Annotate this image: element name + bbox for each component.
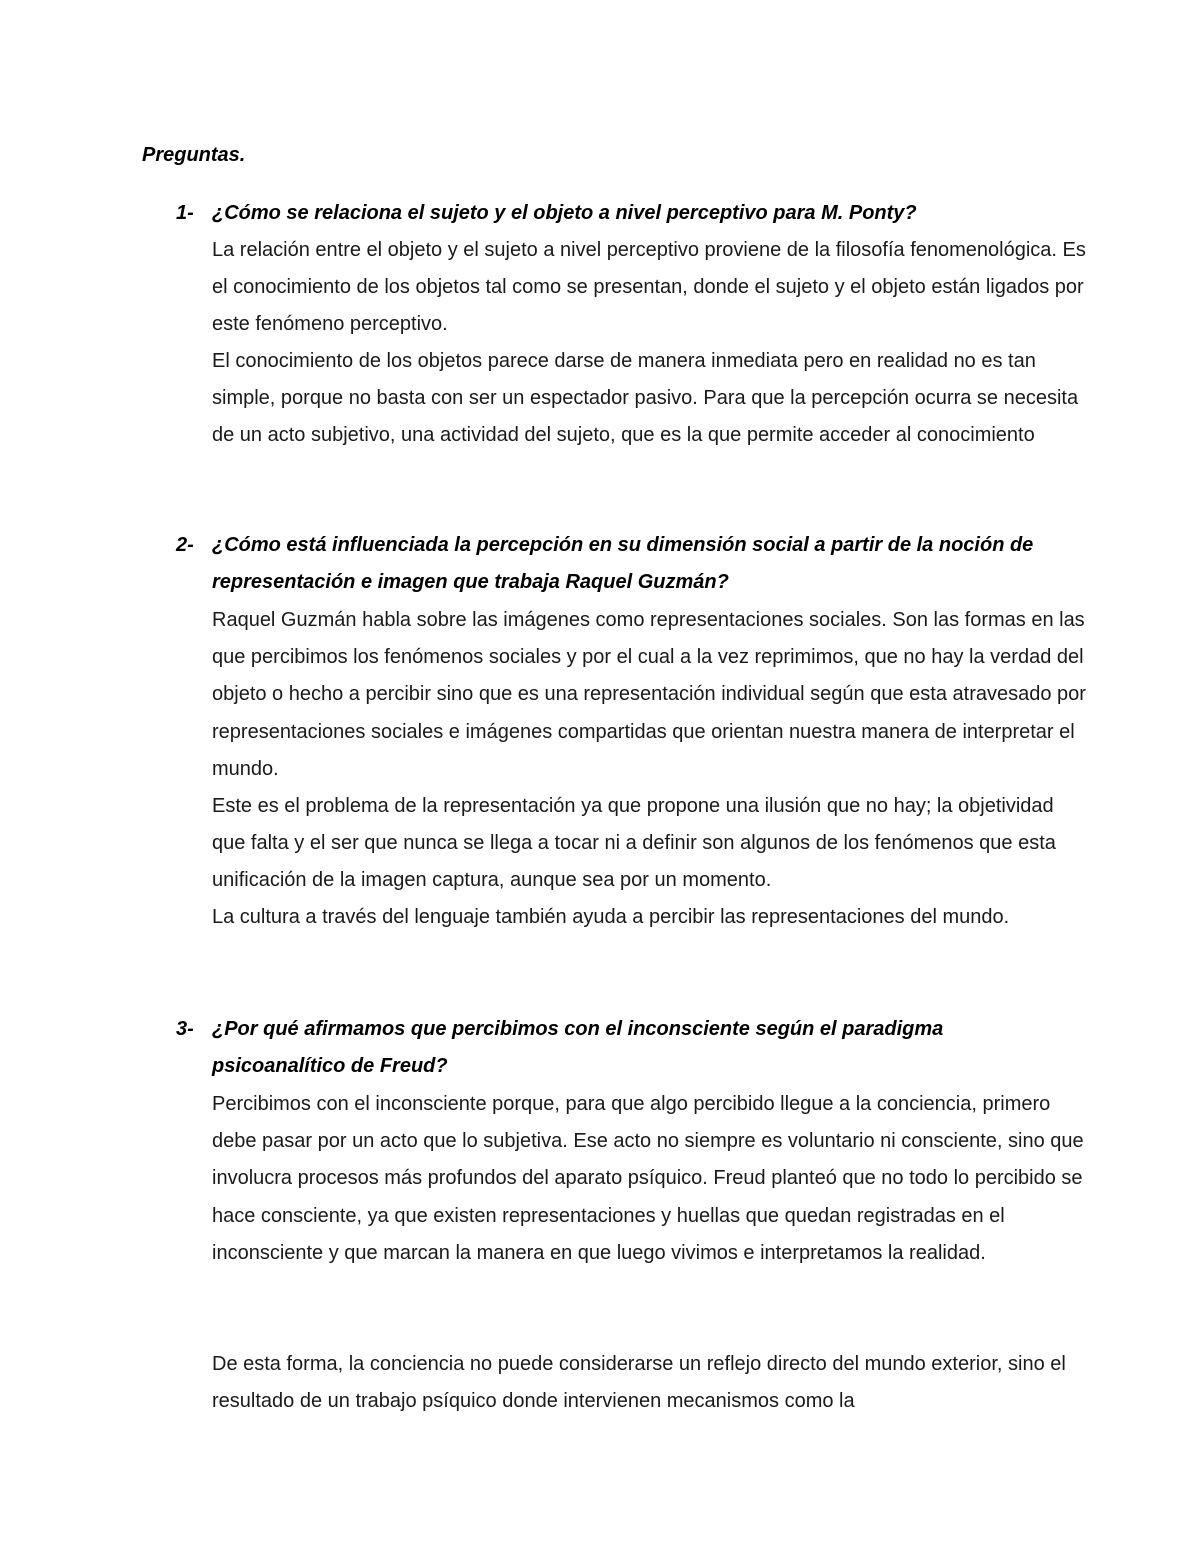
answer-paragraph: Este es el problema de la representación ya que propone una ilusión que no hay; la objetividad que falta y el ser que nunca se llega a tocar ni a definir son algunos de los fenómenos que esta unificación de la imagen captura, aunque sea por un momento. bbox=[212, 795, 1056, 892]
answer-paragraph: La cultura a través del lenguaje también ayuda a percibir las representaciones del mundo. bbox=[212, 906, 1010, 928]
question-number: 2- bbox=[176, 534, 194, 556]
question-text: ¿Cómo se relaciona el sujeto y el objeto a nivel perceptivo para M. Ponty? bbox=[212, 202, 917, 224]
answer-paragraph: De esta forma, la conciencia no puede considerarse un reflejo directo del mundo exterior, sino el resultado de un trabajo psíquico donde intervienen mecanismos como la bbox=[212, 1353, 1066, 1413]
question-text: ¿Cómo está influenciada la percepción en su dimensión social a partir de la noción de representación e imagen que trabaja Raquel Guzmán? bbox=[212, 534, 1034, 593]
question-text: ¿Por qué afirmamos que percibimos con el inconsciente según el paradigma psicoanalítico de Freud? bbox=[212, 1018, 944, 1077]
answer-paragraph: Percibimos con el inconsciente porque, para que algo percibido llegue a la conciencia, primero debe pasar por un acto que lo subjetiva. Ese acto no siempre es voluntario ni consciente, sino que involucra procesos más profundos del aparato psíquico. Freud planteó que no todo lo percibido se hace consciente, ya que existen representaciones y huellas que quedan registradas en el inconsciente y que marcan la manera en que luego vivimos e interpretamos la realidad. bbox=[212, 1093, 1084, 1264]
answer-paragraph: La relación entre el objeto y el sujeto a nivel perceptivo proviene de la filosofía fenomenológica. Es el conocimiento de los objetos tal como se presentan, donde el sujeto y el objeto están ligados por este fenómeno perceptivo. bbox=[212, 239, 1086, 336]
question-number: 3- bbox=[176, 1018, 194, 1040]
question-number: 1- bbox=[176, 202, 194, 224]
answer-paragraph: El conocimiento de los objetos parece darse de manera inmediata pero en realidad no es tan simple, porque no basta con ser un espectador pasivo. Para que la percepción ocurra se necesita de un acto subjetivo, una actividad del sujeto, que es la que permite acceder al conocimiento bbox=[212, 350, 1079, 447]
answer-paragraph: Raquel Guzmán habla sobre las imágenes como representaciones sociales. Son las formas en las que percibimos los fenómenos sociales y por el cual a la vez reprimimos, que no hay la verdad del objeto o hecho a percibir sino que es una representación individual según que esta atravesado por representaciones sociales e imágenes compartidas que orientan nuestra manera de interpretar el mundo. bbox=[212, 609, 1086, 780]
document-heading: Preguntas. bbox=[142, 144, 246, 166]
